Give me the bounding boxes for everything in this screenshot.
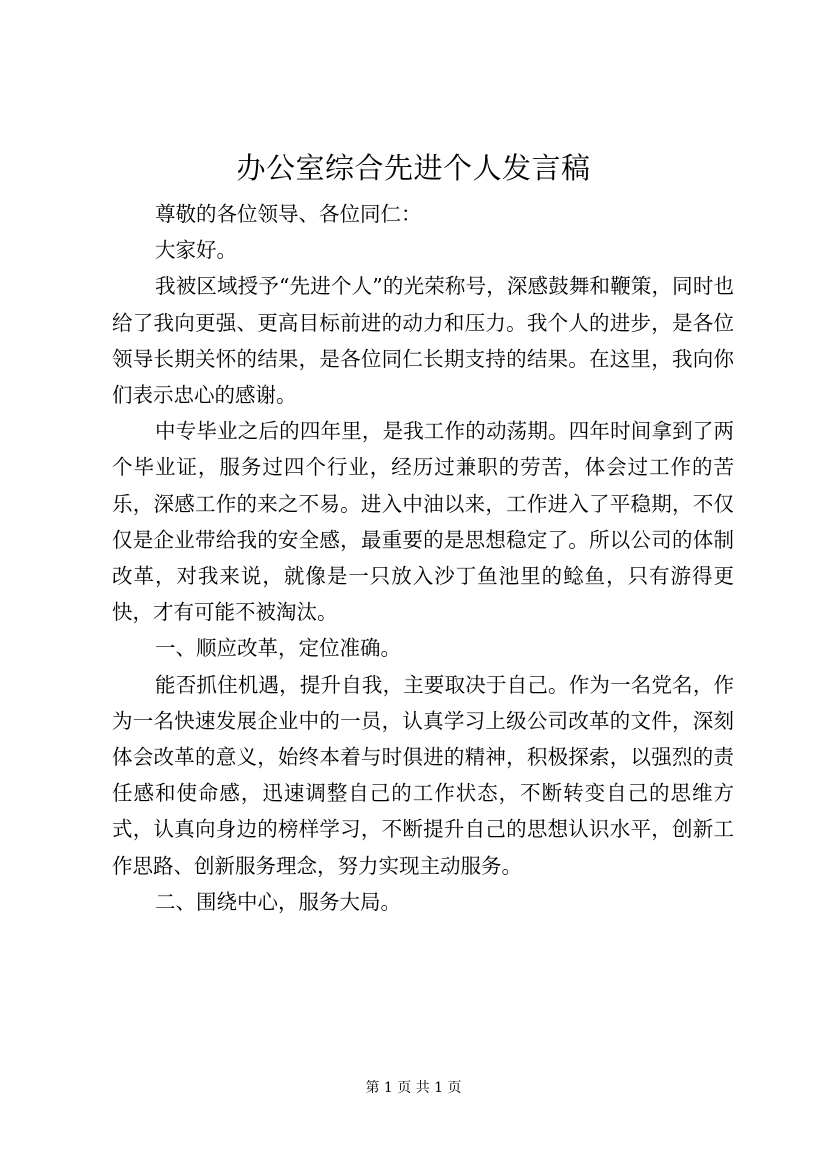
reform-paragraph: 能否抓住机遇，提升自我，主要取决于自己。作为一名党名，作为一名快速发展企业中的一员，认真学习上级公司改革的文件，深刻体会改革的意义，始终本着与时俱进的精神，积极探索，以强烈的责任感和使命感，迅速调整自己的工作状态，不断转变自己的思维方式，认真向身边的榜样学习，不断提升自己的思想认识水平，创新工作思路、创新服务理念，努力实现主动服务。: [112, 672, 734, 878]
section-heading-2: 二、围绕中心，服务大局。: [155, 889, 402, 914]
section-heading-1: 一、顺应改革，定位准确。: [155, 636, 402, 661]
document-title: 办公室综合先进个人发言稿: [236, 151, 591, 185]
experience-paragraph: 中专毕业之后的四年里，是我工作的动荡期。四年时间拿到了两个毕业证，服务过四个行业，经历过兼职的劳苦，体会过工作的苦乐，深感工作的来之不易。进入中油以来，工作进入了平稳期，不仅仅是企业带给我的安全感，最重要的是思想稳定了。所以公司的体制改革，对我来说，就像是一只放入沙丁鱼池里的鲶鱼，只有游得更快，才有可能不被淘汰。: [112, 419, 734, 625]
thanks-paragraph: 我被区域授予“先进个人”的光荣称号，深感鼓舞和鞭策，同时也给了我向更强、更高目标前进的动力和压力。我个人的进步，是各位领导长期关怀的结果，是各位同仁长期支持的结果。在这里，我向你们表示忠心的感谢。: [112, 274, 734, 408]
greeting-paragraph: 大家好。: [155, 238, 238, 263]
salutation-paragraph: 尊敬的各位领导、各位同仁：: [155, 202, 422, 226]
document-body: [112, 196, 734, 920]
page-footer: 第 1 页 共 1 页: [365, 1080, 462, 1096]
